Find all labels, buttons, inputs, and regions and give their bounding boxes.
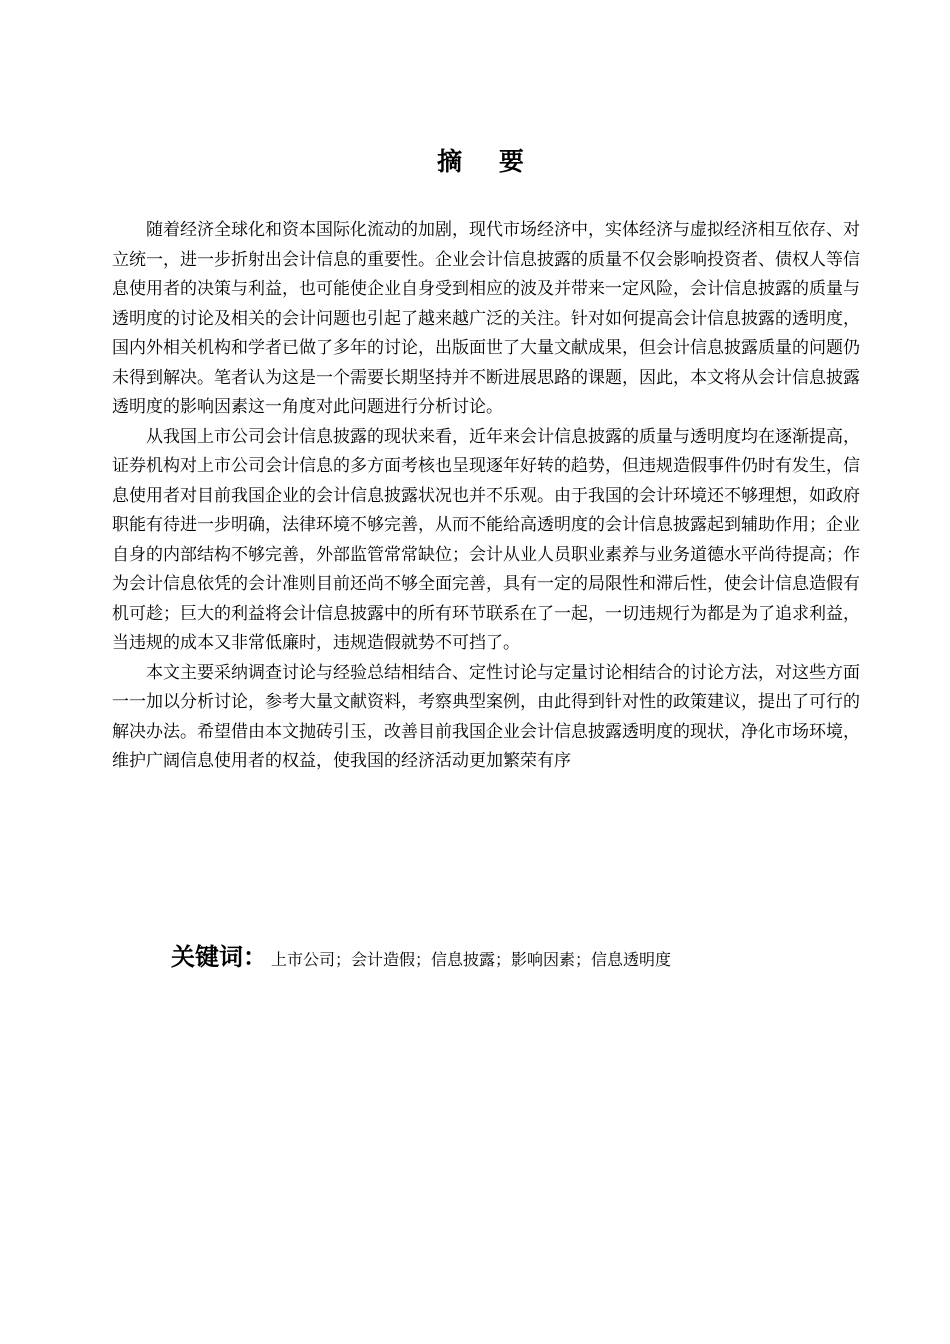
keywords-list: 上市公司；会计造假；信息披露；影响因素；信息透明度 — [271, 950, 672, 969]
page-title: 摘 要 — [437, 147, 538, 176]
abstract-paragraph-1: 随着经济全球化和资本国际化流动的加剧，现代市场经济中，实体经济与虚拟经济相互依存、对立统一，进一步折射出会计信息的重要性。企业会计信息披露的质量不仅会影响投资者、债权人等信息使用者的决策与利益，也可能使企业自身受到相应的波及并带来一定风险，会计信息披露的质量与透明度的讨论及相关的会计问题也引起了越来越广泛的关注。针对如何提高会计信息披露的透明度，国内外相关机构和学者已做了多年的讨论，出版面世了大量文献成果，但会计信息披露质量的问题仍未得到解决。笔者认为这是一个需要长期坚持并不断进展思路的课题，因此，本文将从会计信息披露透明度的影响因素这一角度对此问题进行分析讨论。 — [112, 220, 860, 417]
abstract-body — [112, 216, 860, 777]
abstract-paragraph-3: 本文主要采纳调查讨论与经验总结相结合、定性讨论与定量讨论相结合的讨论方法，对这些方面一一加以分析讨论，参考大量文献资料，考察典型案例，由此得到针对性的政策建议，提出了可行的解决办法。希望借由本文抛砖引玉，改善目前我国企业会计信息披露透明度的现状，净化市场环境，维护广阔信息使用者的权益，使我国的经济活动更加繁荣有序 — [112, 662, 860, 771]
keywords-label: 关键词： — [171, 943, 267, 971]
abstract-paragraph-2: 从我国上市公司会计信息披露的现状来看，近年来会计信息披露的质量与透明度均在逐渐提高，证券机构对上市公司会计信息的多方面考核也呈现逐年好转的趋势，但违规造假事件仍时有发生，信息使用者对目前我国企业的会计信息披露状况也并不乐观。由于我国的会计环境还不够理想，如政府职能有待进一步明确，法律环境不够完善，从而不能给高透明度的会计信息披露起到辅助作用；企业自身的内部结构不够完善，外部监管常常缺位；会计从业人员职业素养与业务道德水平尚待提高；作为会计信息依凭的会计准则目前还尚不够全面完善，具有一定的局限性和滞后性，使会计信息造假有机可趁；巨大的利益将会计信息披露中的所有环节联系在了一起，一切违规行为都是为了追求利益，当违规的成本又非常低廉时，违规造假就势不可挡了。 — [112, 426, 860, 653]
keywords-line — [171, 937, 871, 980]
